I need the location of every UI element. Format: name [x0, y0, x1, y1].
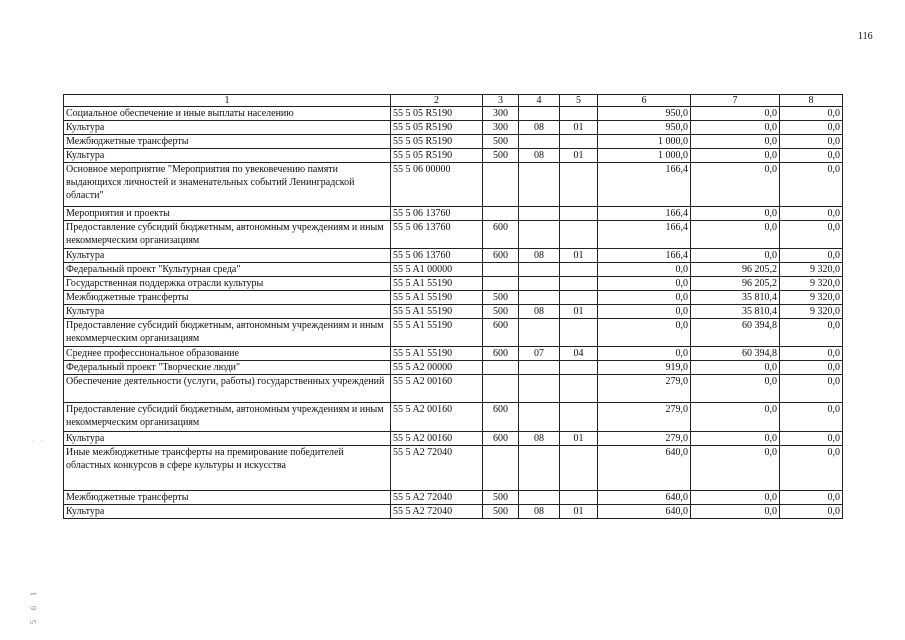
table-cell: 08 [519, 249, 560, 263]
table-cell [519, 291, 560, 305]
table-row [64, 163, 843, 207]
table-cell: 9 320,0 [780, 305, 843, 319]
table-cell: 0,0 [691, 361, 780, 375]
table-cell: 0,0 [780, 149, 843, 163]
table-cell: 0,0 [780, 121, 843, 135]
table-cell: 500 [483, 291, 519, 305]
table-cell [519, 446, 560, 491]
table-row [64, 375, 843, 403]
table-row [64, 347, 843, 361]
table-cell: 0,0 [691, 149, 780, 163]
table-cell: 166,4 [598, 249, 691, 263]
table-cell: 0,0 [691, 446, 780, 491]
table-cell: 279,0 [598, 403, 691, 432]
table-cell: 500 [483, 505, 519, 519]
table-row [64, 446, 843, 491]
table-cell: 919,0 [598, 361, 691, 375]
table-cell [519, 221, 560, 249]
table-row [64, 249, 843, 263]
table-cell: 55 5 A1 55190 [391, 319, 483, 347]
table-cell: 96 205,2 [691, 277, 780, 291]
table-row [64, 505, 843, 519]
table-row [64, 291, 843, 305]
side-dots: · · [32, 437, 46, 446]
table-cell: 55 5 A2 72040 [391, 446, 483, 491]
table-row [64, 207, 843, 221]
table-cell: 0,0 [691, 403, 780, 432]
table-cell: 0,0 [691, 207, 780, 221]
table-cell: 07 [519, 347, 560, 361]
table-row [64, 432, 843, 446]
table-cell [560, 403, 598, 432]
table-cell [560, 277, 598, 291]
table-cell [560, 163, 598, 207]
table-cell: 0,0 [598, 277, 691, 291]
table-cell [519, 361, 560, 375]
table-body [64, 107, 843, 519]
table-cell [483, 163, 519, 207]
table-cell [519, 277, 560, 291]
table-cell: 0,0 [691, 505, 780, 519]
table-cell [519, 319, 560, 347]
table-row [64, 305, 843, 319]
table-cell: 0,0 [780, 135, 843, 149]
table-cell: 55 5 06 13760 [391, 221, 483, 249]
table-cell: 500 [483, 305, 519, 319]
table-cell: 55 5 05 R5190 [391, 149, 483, 163]
table-cell: Иные межбюджетные трансферты на премирование победителей областных конкурсов в сфере культуры и искусства [64, 446, 391, 491]
column-header: 5 [560, 95, 598, 107]
table-cell: 55 5 05 R5190 [391, 121, 483, 135]
table-cell [483, 446, 519, 491]
table-cell: Предоставление субсидий бюджетным, автономным учреждениям и иным некоммерческим организациям [64, 221, 391, 249]
table-cell: 0,0 [691, 107, 780, 121]
table-cell: 0,0 [598, 263, 691, 277]
table-cell: 300 [483, 121, 519, 135]
table-cell [519, 135, 560, 149]
table-cell: 08 [519, 149, 560, 163]
table-cell: 300 [483, 107, 519, 121]
table-cell: 0,0 [598, 291, 691, 305]
table-cell: 01 [560, 121, 598, 135]
table-cell [483, 263, 519, 277]
table-cell: 0,0 [780, 375, 843, 403]
table-cell: 600 [483, 403, 519, 432]
table-cell [483, 361, 519, 375]
table-cell: 08 [519, 505, 560, 519]
table-cell: 166,4 [598, 221, 691, 249]
table-cell: 600 [483, 432, 519, 446]
table-cell: Культура [64, 249, 391, 263]
table-cell: 0,0 [598, 347, 691, 361]
table-cell: 0,0 [691, 121, 780, 135]
table-row [64, 263, 843, 277]
page-number: 116 [858, 31, 873, 42]
table-cell: 55 5 A2 72040 [391, 491, 483, 505]
table-cell [560, 135, 598, 149]
column-header: 4 [519, 95, 560, 107]
table-cell: 9 320,0 [780, 277, 843, 291]
table-cell: 0,0 [780, 107, 843, 121]
table-cell: 0,0 [780, 249, 843, 263]
table-cell: 0,0 [780, 221, 843, 249]
table-cell: 0,0 [780, 403, 843, 432]
margin-mark: 6 [29, 606, 38, 610]
table-cell: Среднее профессиональное образование [64, 347, 391, 361]
table-cell: 01 [560, 505, 598, 519]
table-cell: 640,0 [598, 491, 691, 505]
table-cell: 0,0 [780, 361, 843, 375]
table-cell: 01 [560, 249, 598, 263]
table-cell: 55 5 A1 55190 [391, 291, 483, 305]
table-cell: 0,0 [691, 375, 780, 403]
table-cell [519, 163, 560, 207]
table-cell: Предоставление субсидий бюджетным, автономным учреждениям и иным некоммерческим организациям [64, 319, 391, 347]
table-cell: 0,0 [691, 432, 780, 446]
table-cell: 60 394,8 [691, 347, 780, 361]
table-cell: 0,0 [780, 491, 843, 505]
table-cell: 9 320,0 [780, 263, 843, 277]
table-cell [519, 375, 560, 403]
table-cell [560, 207, 598, 221]
table-cell: 0,0 [780, 446, 843, 491]
table-cell [560, 291, 598, 305]
table-cell: Культура [64, 305, 391, 319]
table-cell [560, 491, 598, 505]
table-cell [560, 319, 598, 347]
table-cell: 0,0 [691, 221, 780, 249]
table-cell: 600 [483, 347, 519, 361]
table-cell: 500 [483, 135, 519, 149]
column-header: 1 [64, 95, 391, 107]
table-cell [560, 107, 598, 121]
table-row [64, 107, 843, 121]
table-cell: Федеральный проект "Творческие люди" [64, 361, 391, 375]
table-cell: 166,4 [598, 163, 691, 207]
table-cell: 0,0 [691, 163, 780, 207]
table-cell: 55 5 A1 55190 [391, 277, 483, 291]
table-cell: 08 [519, 305, 560, 319]
table-row [64, 403, 843, 432]
margin-mark: 1 [29, 592, 38, 596]
column-header: 3 [483, 95, 519, 107]
table-cell: Межбюджетные трансферты [64, 135, 391, 149]
table-cell: 55 5 06 13760 [391, 249, 483, 263]
column-header: 6 [598, 95, 691, 107]
column-header: 2 [391, 95, 483, 107]
table-cell: 55 5 A2 00160 [391, 375, 483, 403]
column-header: 8 [780, 95, 843, 107]
table-cell: 0,0 [780, 163, 843, 207]
table-row [64, 135, 843, 149]
table-cell: 01 [560, 432, 598, 446]
table-cell: 640,0 [598, 505, 691, 519]
table-row [64, 319, 843, 347]
table-cell [519, 491, 560, 505]
table-cell: 500 [483, 491, 519, 505]
table-cell: 600 [483, 249, 519, 263]
table-cell: 01 [560, 305, 598, 319]
table-cell: 0,0 [598, 319, 691, 347]
table-cell [560, 446, 598, 491]
table-cell [560, 375, 598, 403]
table-cell [560, 361, 598, 375]
table-cell [483, 207, 519, 221]
table-cell: Обеспечение деятельности (услуги, работы) государственных учреждений [64, 375, 391, 403]
table-cell: 55 5 05 R5190 [391, 135, 483, 149]
table-cell: 96 205,2 [691, 263, 780, 277]
table-cell: Предоставление субсидий бюджетным, автономным учреждениям и иным некоммерческим организациям [64, 403, 391, 432]
table-cell [483, 375, 519, 403]
table-cell: 279,0 [598, 432, 691, 446]
table-cell: 0,0 [780, 432, 843, 446]
table-header-row [64, 95, 843, 107]
table-cell: 0,0 [691, 491, 780, 505]
column-header: 7 [691, 95, 780, 107]
table-cell: Культура [64, 121, 391, 135]
table-cell: 600 [483, 319, 519, 347]
table-cell: 640,0 [598, 446, 691, 491]
table-cell: 500 [483, 149, 519, 163]
table-cell: 55 5 A2 72040 [391, 505, 483, 519]
budget-table [63, 94, 843, 519]
table-row [64, 149, 843, 163]
table-cell: 0,0 [598, 305, 691, 319]
table-cell: 08 [519, 121, 560, 135]
table-cell: 0,0 [691, 249, 780, 263]
table-cell [560, 263, 598, 277]
table-cell [483, 277, 519, 291]
table-cell: 35 810,4 [691, 291, 780, 305]
table-row [64, 221, 843, 249]
table-cell: 55 5 06 00000 [391, 163, 483, 207]
table-cell: 60 394,8 [691, 319, 780, 347]
table-cell: Социальное обеспечение и иные выплаты населению [64, 107, 391, 121]
table-row [64, 277, 843, 291]
table-row [64, 491, 843, 505]
table-cell: 55 5 A1 55190 [391, 347, 483, 361]
table-cell: 55 5 A2 00160 [391, 432, 483, 446]
table-cell: Культура [64, 505, 391, 519]
table-cell: 600 [483, 221, 519, 249]
table-cell [519, 403, 560, 432]
table-cell: 1 000,0 [598, 149, 691, 163]
margin-mark: 5 [29, 620, 38, 624]
table-cell [560, 221, 598, 249]
table-cell: 35 810,4 [691, 305, 780, 319]
table-cell: 55 5 06 13760 [391, 207, 483, 221]
table-cell: Основное мероприятие "Мероприятия по увековечению памяти выдающихся личностей и знаменательных событий Ленинградской области" [64, 163, 391, 207]
table-cell: 0,0 [780, 207, 843, 221]
table-cell: 950,0 [598, 121, 691, 135]
table-cell: 55 5 A2 00160 [391, 403, 483, 432]
table-cell: Культура [64, 149, 391, 163]
table-cell: 166,4 [598, 207, 691, 221]
table-cell: 08 [519, 432, 560, 446]
table-cell: Государственная поддержка отрасли культуры [64, 277, 391, 291]
table-cell: 55 5 05 R5190 [391, 107, 483, 121]
table-row [64, 121, 843, 135]
table-cell [519, 207, 560, 221]
table-cell: 0,0 [780, 347, 843, 361]
table-cell: 55 5 A2 00000 [391, 361, 483, 375]
table-cell: Федеральный проект "Культурная среда" [64, 263, 391, 277]
table-cell: 0,0 [780, 505, 843, 519]
table-cell: 0,0 [691, 135, 780, 149]
table-row [64, 361, 843, 375]
table-cell [519, 107, 560, 121]
table-cell: 279,0 [598, 375, 691, 403]
table-cell: 0,0 [780, 319, 843, 347]
table-cell: Мероприятия и проекты [64, 207, 391, 221]
table-cell: Культура [64, 432, 391, 446]
table-cell: 1 000,0 [598, 135, 691, 149]
table-cell: 04 [560, 347, 598, 361]
table-cell: 9 320,0 [780, 291, 843, 305]
table-cell: 55 5 A1 55190 [391, 305, 483, 319]
table-cell: 01 [560, 149, 598, 163]
table-cell [519, 263, 560, 277]
table-cell: 55 5 A1 00000 [391, 263, 483, 277]
table-cell: Межбюджетные трансферты [64, 491, 391, 505]
table-cell: Межбюджетные трансферты [64, 291, 391, 305]
table-cell: 950,0 [598, 107, 691, 121]
